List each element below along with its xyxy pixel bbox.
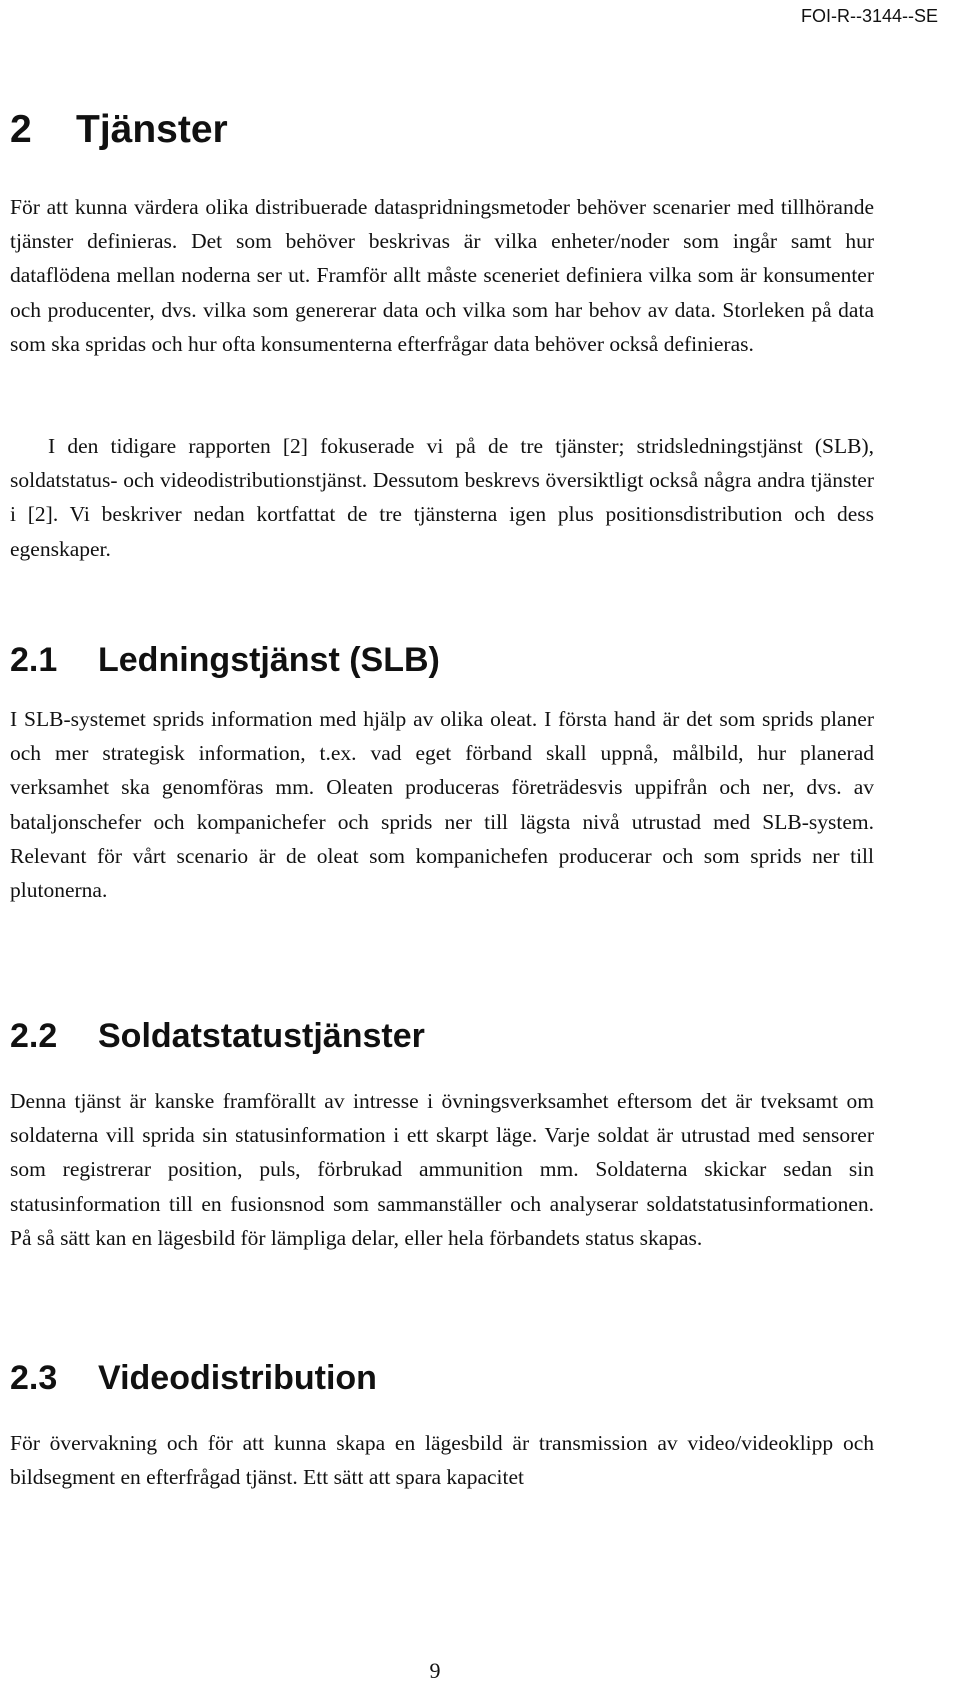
section-heading-2-3	[10, 1358, 377, 1398]
paragraph-soldier-status: Denna tjänst är kanske framförallt av intresse i övningsverksamhet eftersom det är tveksamt om soldaterna vill sprida sin statusinformation i ett skarpt läge. Varje soldat är utrustad med sensorer som registrerar position, puls, förbrukad ammunition mm. Soldaterna skickar sedan sin statusinformation till en fusionsnod som sammanställer och analyserar soldatstatusinformationen. På så sätt kan en lägesbild för lämpliga delar, eller hela förbandets status skapas.	[10, 1089, 874, 1250]
section-heading-2-1	[10, 640, 440, 680]
page-number: 9	[429, 1658, 441, 1683]
section-number: 2.1	[10, 641, 58, 679]
section-title: Tjänster	[76, 108, 228, 151]
paragraph-previous-report: I den tidigare rapporten [2] fokuserade vi på de tre tjänster; stridsledningstjänst (SLB), soldatstatus- och videodistributionstjänst. Dessutom beskrevs översiktligt också några andra tjänster i [2]. Vi beskriver nedan kortfattat de tre tjänsterna igen plus positionsdistribution och dess egenskaper.	[10, 434, 874, 561]
section-title: Ledningstjänst (SLB)	[98, 641, 440, 679]
section-number: 2	[10, 108, 32, 151]
section-heading-2-2	[10, 1016, 425, 1056]
report-id: FOI-R--3144--SE	[800, 6, 938, 26]
section-number: 2.2	[10, 1017, 58, 1055]
paragraph-video: För övervakning och för att kunna skapa en lägesbild är transmission av video/videoklipp och bildsegment en efterfrågad tjänst. Ett sätt att spara kapacitet	[10, 1431, 874, 1490]
section-title: Soldatstatustjänster	[98, 1017, 425, 1055]
section-title: Videodistribution	[98, 1359, 377, 1397]
paragraph-intro: För att kunna värdera olika distribuerade dataspridningsmetoder behöver scenarier med tillhörande tjänster definieras. Det som behöver beskrivas är vilka enheter/noder som ingår samt hur dataflödena mellan noderna ser ut. Framför allt måste sceneriet definiera vilka som är konsumenter och producenter, dvs. vilka som genererar data och vilka som har behov av data. Storleken på data som ska spridas och hur ofta konsumenterna efterfrågar data behöver också definieras.	[10, 195, 874, 356]
section-number: 2.3	[10, 1359, 58, 1397]
paragraph-slb: I SLB-systemet sprids information med hjälp av olika oleat. I första hand är det som sprids planer och mer strategisk information, t.ex. vad eget förband skall uppnå, målbild, hur planerad verksamhet ska genomföras mm. Oleaten produceras företrädesvis uppifrån och ner, dvs. av bataljonschefer och kompanichefer och sprids ner till lägsta nivå utrustad med SLB-system. Relevant för vårt scenario är de oleat som kompanichefen producerar och som sprids ner till plutonerna.	[10, 707, 874, 903]
section-heading-2	[10, 108, 228, 152]
